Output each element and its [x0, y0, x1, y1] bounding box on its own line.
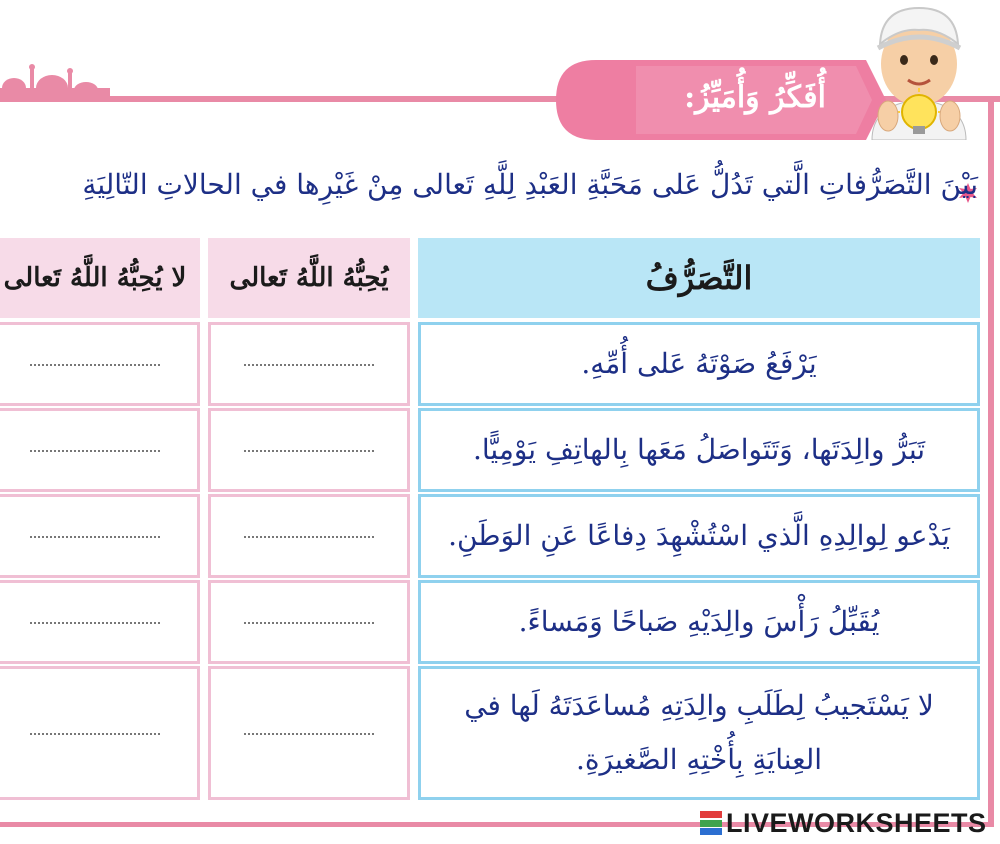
header-allah-not-loves: لا يُحِبُّهُ اللَّهُ تَعالى: [0, 238, 200, 318]
answer-not-loves-input[interactable]: [0, 580, 200, 664]
answer-loves-input[interactable]: [208, 322, 410, 406]
instruction-text: بَيْنَ التَّصَرُّفاتِ الَّتي تَدُلُّ عَلى مَحَبَّةِ العَبْدِ لِلَّهِ تَعالى مِنْ غَيْرِها في الحالاتِ التّالِيَةِ: [82, 168, 978, 201]
liveworksheets-logo-icon: [700, 811, 722, 835]
answer-loves-input[interactable]: [208, 580, 410, 664]
section-title: أُفَكِّرُ وَأُمَيِّزُ:: [684, 80, 826, 115]
action-cell: يَرْفَعُ صَوْتَهُ عَلى أُمِّهِ.: [418, 322, 980, 406]
answer-not-loves-input[interactable]: [0, 666, 200, 800]
action-cell: يُقَبِّلُ رَأْسَ والِدَيْهِ صَباحًا وَمَساءً.: [418, 580, 980, 664]
answer-loves-input[interactable]: [208, 408, 410, 492]
header-allah-loves: يُحِبُّهُ اللَّهُ تَعالى: [208, 238, 410, 318]
mosque-skyline-decoration: [0, 58, 110, 100]
watermark-text: LIVEWORKSHEETS: [726, 807, 987, 838]
answer-loves-input[interactable]: [208, 494, 410, 578]
answer-loves-input[interactable]: [208, 666, 410, 800]
action-cell: تَبَرُّ والِدَتَها، وَتَتَواصَلُ مَعَها بِالهاتِفِ يَوْمِيًّا.: [418, 408, 980, 492]
answer-not-loves-input[interactable]: [0, 408, 200, 492]
liveworksheets-watermark: [700, 808, 987, 838]
right-frame-border: [988, 96, 994, 826]
header-action: التَّصَرُّفُ: [418, 238, 980, 318]
action-cell: لا يَسْتَجيبُ لِطَلَبِ والِدَتِهِ مُساعَدَتَهُ لَها في العِنايَةِ بِأُخْتِهِ الصَّغيرَةِ.: [418, 666, 980, 800]
answer-not-loves-input[interactable]: [0, 494, 200, 578]
action-cell: يَدْعو لِوالِدِهِ الَّذي اسْتُشْهِدَ دِفاعًا عَنِ الوَطَنِ.: [418, 494, 980, 578]
thinking-boy-avatar: [858, 4, 980, 140]
answer-not-loves-input[interactable]: [0, 322, 200, 406]
